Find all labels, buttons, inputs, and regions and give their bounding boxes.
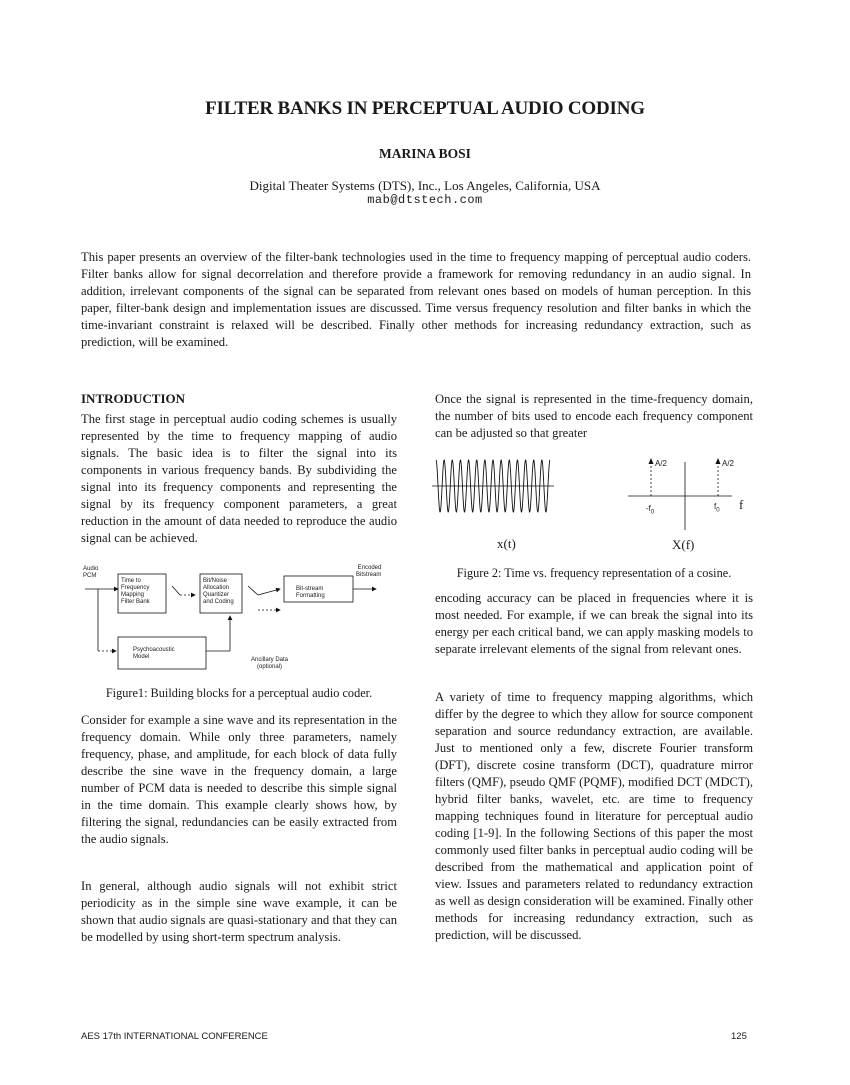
figure-2-caption: Figure 2: Time vs. frequency representation of a cosine. [456,566,732,580]
label-audio-pcm: Audio PCM [83,566,99,579]
figure-1-caption: Figure1: Building blocks for a perceptual audio coder. [105,686,373,700]
right-paragraph-1: Once the signal is represented in the time-frequency domain, the number of bits used to encode each frequency component can be adjusted so that greater [435,392,753,440]
left-paragraph-2: Consider for example a sine wave and its representation in the frequency domain. While only three parameters, namely frequency, phase, and amplitude, for each block of data fully describe the sine wave in the frequency domain, a large number of PCM data is needed to describe this simple signal in the time domain. This example clearly shows how, by filtering the signal, redundancies can be easily extracted from the audio signals. [81,713,397,846]
page-number: 125 [731,1031,747,1042]
right-paragraph-3: A variety of time to frequency mapping algorithms, which differ by the degree to which they allow for source component separation and source redundancy extraction, are available. Just to mentioned only a few, discrete Fourier transform (DFT), discrete cosine transform (DCT), quadrature mirror filters (QMF), pseudo QMF (PQMF), modified DCT (MDCT), hybrid filter banks, wavelet, etc. are time to frequency mapping techniques found in literature for perceptual audio coding [1-9]. In the following Sections of this paper the most commonly used filter banks in perceptual audio coding will be described from the mathematical and application point of view. Issues and parameters related to redundancy extraction as well as design consideration will be examined. Finally other methods for increasing redundancy extraction, such as prediction, will be discussed. [435,690,753,942]
right-paragraph-2: encoding accuracy can be placed in frequencies where it is most needed. For example, if we can break the signal into its energy per each critical band, we can apply masking models to separate irrelevant elements of the signal from relevant ones. [435,591,753,656]
neg-freq-label: $-f_0$ [646,504,655,516]
figure-2-svg [432,452,762,557]
label-x-of-f: X(f) [672,537,695,552]
author-email: mab@dtstech.com [367,193,483,207]
affiliation: Digital Theater Systems (DTS), Inc., Los Angeles, California, USA [249,178,601,193]
amp-label-neg: A/2 [655,459,668,468]
label-psychoacoustic-model: Psychoacoustic Model [133,647,175,660]
footer-conference: AES 17th INTERNATIONAL CONFERENCE [81,1031,268,1042]
axis-label-f: f [739,497,744,512]
figure-2-plots [432,452,762,557]
label-ancillary-data: Ancillary Data (optional) [251,657,289,670]
left-paragraph-3: In general, although audio signals will not exhibit strict periodicity as in the simple sine wave example, it can be shown that audio signals are quasi-stationary and that they can be modelled by using short-term spectrum analysis. [81,879,397,944]
label-x-of-t: x(t) [497,536,516,551]
pos-freq-label: $f_0$ [714,502,720,514]
paper-title: FILTER BANKS IN PERCEPTUAL AUDIO CODING [205,98,645,119]
abstract: This paper presents an overview of the filter-bank technologies used in the time to frequency mapping of perceptual audio coders. Filter banks allow for signal decorrelation and therefore provide a framework for removing redundancy in an audio signal. In addition, irrelevant components of the signal can be separated from relevant ones based on models of human perception. In this paper, filter-bank design and implementation issues are discussed. Time versus frequency resolution and filter banks in which the time-invariant constraint is relaxed will be described. Finally other methods for increasing redundancy extraction, such as prediction, will be examined. [81,250,751,349]
intro-paragraph-1: The first stage in perceptual audio coding schemes is usually represented by the time to frequency mapping of audio signals. The basic idea is to filter the signal into its components in various frequency bands. By subdividing the signal into its frequency components and representing the signal by its frequency component parameters, a great reduction in the amount of data needed to reproduce the audio signal can be achieved. [81,412,397,545]
amp-label-pos: A/2 [722,459,735,468]
label-bit-noise-allocation: Bit/Noise Allocation Quantizer and Coding [203,578,234,605]
section-heading-introduction: INTRODUCTION [81,391,186,406]
label-encoded-bitstream: Encoded Bitstream [356,565,382,578]
label-time-to-frequency: Time to Frequency Mapping Filter Bank [121,578,150,605]
label-bitstream-formatting: Bit-stream Formatting [296,586,325,599]
author-name: MARINA BOSI [379,146,471,161]
